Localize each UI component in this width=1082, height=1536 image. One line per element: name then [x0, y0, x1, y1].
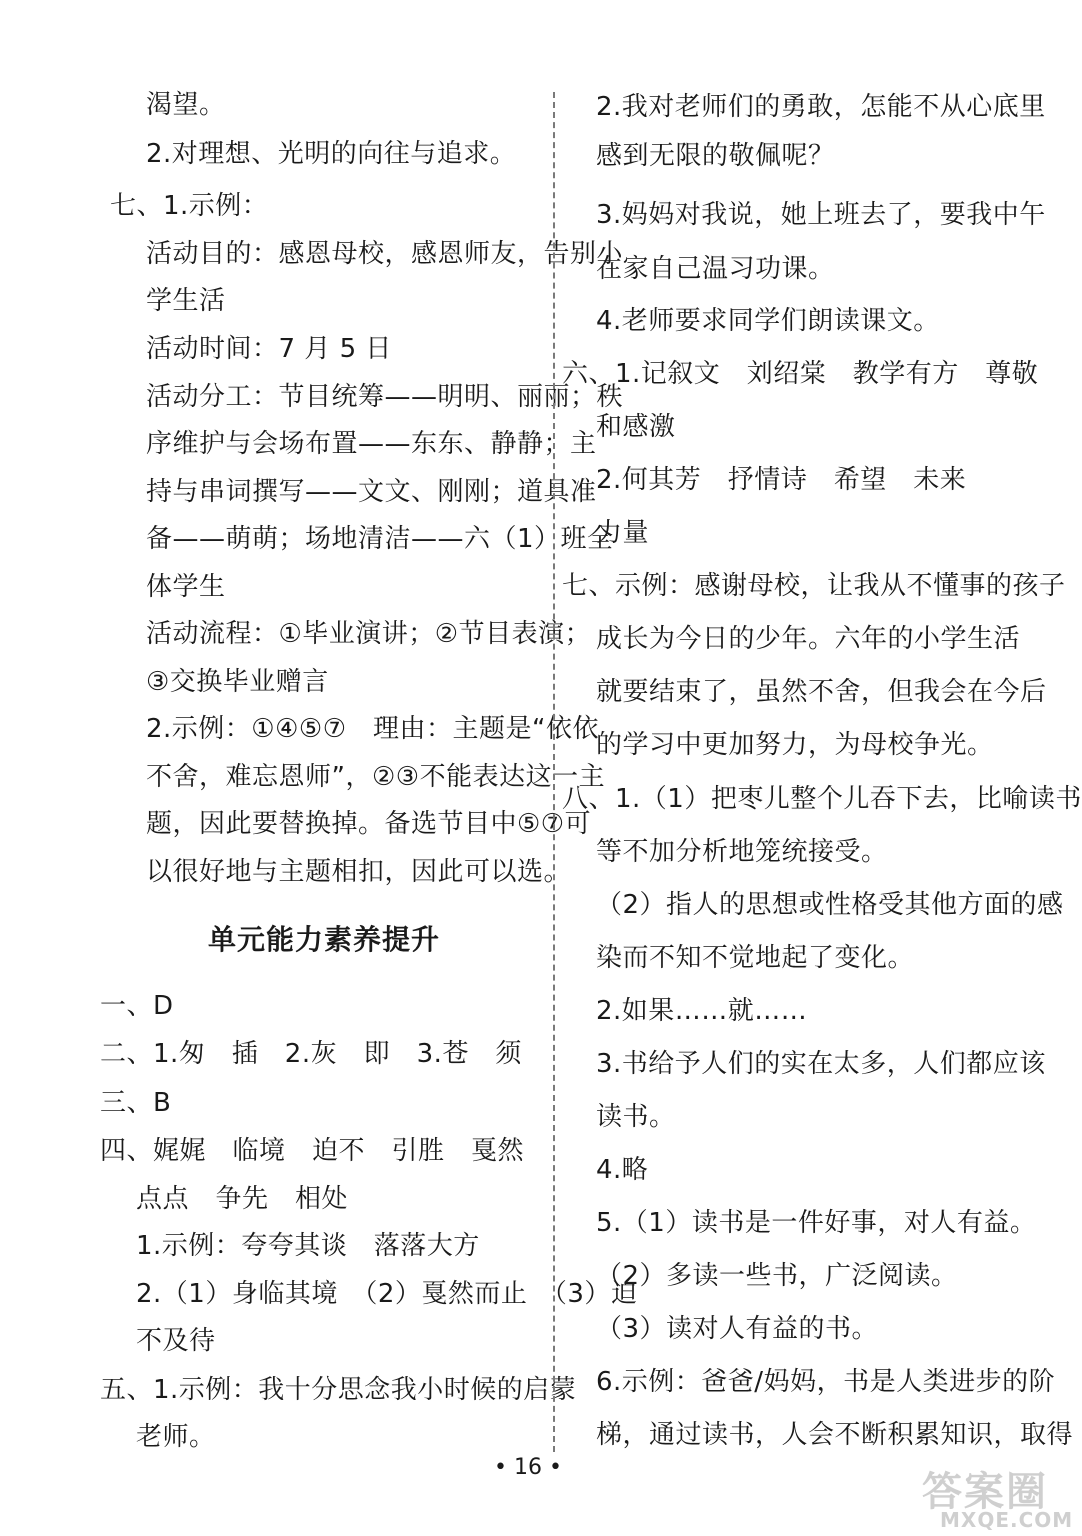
text-line: 读书。	[596, 1102, 676, 1132]
text-line: 七、1.示例：	[110, 191, 269, 221]
page-number: • 16 •	[494, 1455, 562, 1480]
text-line: 不舍，难忘恩师”，②③不能表达这一主	[146, 762, 606, 792]
text-line: 八、1.（1）把枣儿整个儿吞下去，比喻读书	[562, 784, 1082, 814]
text-line: 活动流程：①毕业演讲；②节目表演；	[146, 619, 592, 649]
text-line: 活动分工：节目统筹——明明、丽丽；秩	[146, 382, 624, 412]
text-line: 1.示例：夸夸其谈 落落大方	[136, 1231, 480, 1261]
text-line: 2.（1）身临其境 （2）戛然而止 （3）迫	[136, 1279, 638, 1309]
text-line: 不及待	[136, 1326, 216, 1356]
text-line: ③交换毕业赠言	[146, 667, 329, 697]
text-line: 老师。	[136, 1422, 216, 1452]
text-line: 染而不知不觉地起了变化。	[596, 943, 915, 973]
text-line: （2）多读一些书，广泛阅读。	[596, 1261, 958, 1291]
text-line: 学生活	[146, 286, 226, 316]
text-line: （2）指人的思想或性格受其他方面的感	[596, 890, 1064, 920]
text-line: 在家自己温习功课。	[596, 254, 835, 284]
text-line: 五、1.示例：我十分思念我小时候的启蒙	[100, 1375, 577, 1405]
text-line: 6.示例：爸爸/妈妈，书是人类进步的阶	[596, 1367, 1056, 1397]
text-line: 和感激	[596, 412, 676, 442]
text-line: 5.（1）读书是一件好事，对人有益。	[596, 1208, 1037, 1238]
text-line: 力量	[596, 518, 650, 548]
text-line: 就要结束了，虽然不舍，但我会在今后	[596, 677, 1047, 707]
watermark-logo	[900, 1460, 1074, 1536]
text-line: 序维护与会场布置——东东、静静；主	[146, 429, 597, 459]
text-line: 一、D	[100, 991, 174, 1021]
text-line: 渴望。	[146, 90, 226, 120]
text-line: 持与串词撰写——文文、刚刚；道具准	[146, 477, 597, 507]
text-line: 2.如果……就……	[596, 996, 808, 1026]
text-line: 活动时间：7 月 5 日	[146, 334, 392, 364]
text-line: 4.略	[596, 1155, 649, 1185]
text-line: 2.何其芳 抒情诗 希望 未来	[596, 465, 967, 495]
text-line: 等不加分析地笼统接受。	[596, 837, 888, 867]
text-line: 4.老师要求同学们朗读课文。	[596, 306, 940, 336]
text-line: 2.对理想、光明的向往与追求。	[146, 139, 517, 169]
text-line: 体学生	[146, 572, 226, 602]
text-line: 七、示例：感谢母校，让我从不懂事的孩子	[562, 571, 1066, 601]
text-line: 三、B	[100, 1088, 172, 1118]
text-line: 成长为今日的少年。六年的小学生活	[596, 624, 1021, 654]
text-line: 点点 争先 相处	[136, 1184, 349, 1214]
text-line: 二、1.匆 插 2.灰 即 3.苍 须	[100, 1039, 522, 1069]
section-heading: 单元能力素养提升	[208, 923, 441, 956]
text-line: 3.书给予人们的实在太多，人们都应该	[596, 1049, 1046, 1079]
watermark-url: MXQE.COM	[940, 1508, 1074, 1532]
text-line: 题，因此要替换掉。备选节目中⑤⑦可	[146, 809, 592, 839]
column-divider	[553, 92, 555, 1452]
watermark-text: 答案圈	[922, 1469, 1048, 1515]
text-line: 备——萌萌；场地清洁——六（1）班全	[146, 524, 614, 554]
text-line: 以很好地与主题相扣，因此可以选。	[146, 857, 571, 887]
text-line: 四、娓娓 临境 迫不 引胜 戛然	[100, 1136, 525, 1166]
text-line: 3.妈妈对我说，她上班去了，要我中午	[596, 200, 1046, 230]
text-line: 梯，通过读书，人会不断积累知识，取得	[596, 1420, 1074, 1450]
text-line: 2.我对老师们的勇敢，怎能不从心底里	[596, 92, 1046, 122]
text-line: 2.示例：①④⑤⑦ 理由：主题是“依依	[146, 714, 600, 744]
text-line: 活动目的：感恩母校，感恩师友，告别小	[146, 239, 624, 269]
text-line: 的学习中更加努力，为母校争光。	[596, 730, 994, 760]
text-line: 六、1.记叙文 刘绍棠 教学有方 尊敬	[562, 359, 1039, 389]
text-line: 感到无限的敬佩呢？	[596, 141, 835, 171]
text-line: （3）读对人有益的书。	[596, 1314, 879, 1344]
